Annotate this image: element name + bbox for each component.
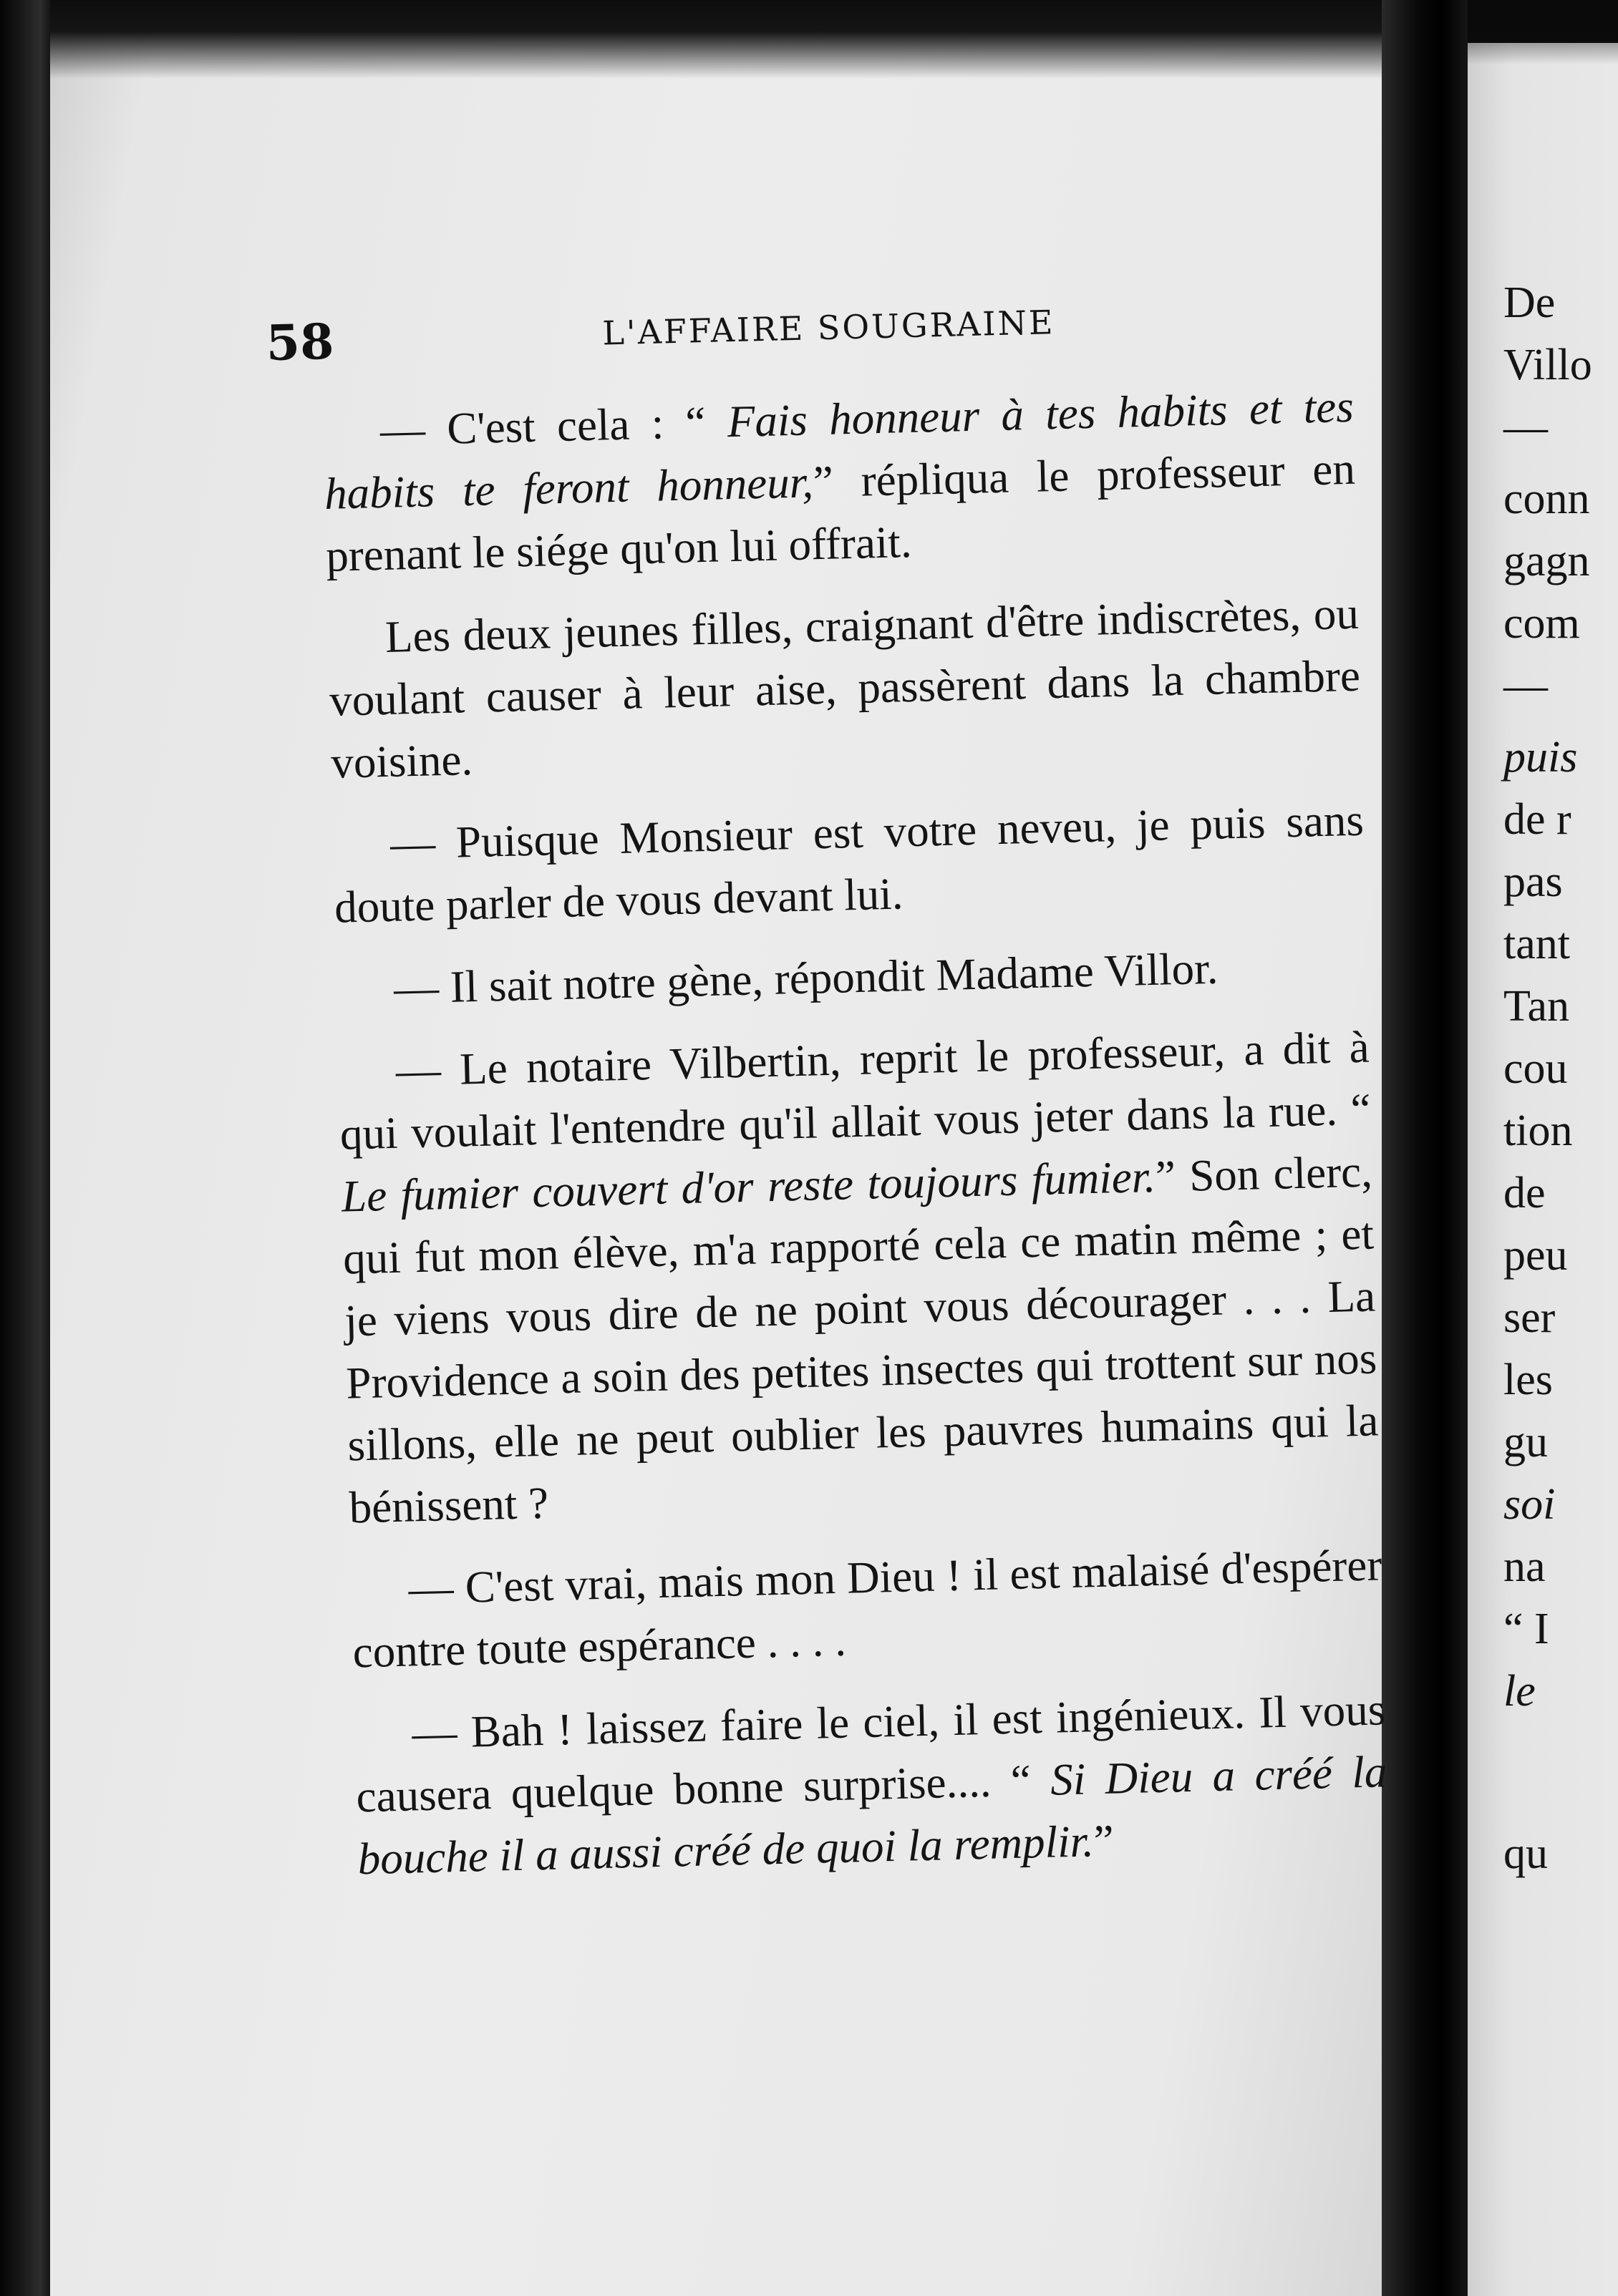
running-title: L'AFFAIRE SOUGRAINE <box>601 303 1056 353</box>
right-page-line: conn <box>1503 475 1590 523</box>
paragraph <box>322 376 1357 588</box>
right-page-line: Tan <box>1503 982 1570 1031</box>
paragraph-text: — Il sait notre gène, répondit Madame Villor. <box>393 943 1219 1013</box>
right-page-line: puis <box>1503 733 1578 782</box>
right-page-text <box>1503 272 1618 1885</box>
paragraph <box>338 1016 1381 1539</box>
right-page-line: De <box>1503 278 1556 327</box>
right-page-spacer <box>1503 1723 1618 1823</box>
paragraph-text: ” <box>1093 1815 1115 1867</box>
paragraph-text: Les deux jeunes filles, craignant d'être indiscrètes, ou voulant causer à leur aise, passèrent dans la chambre voisine. <box>329 588 1361 788</box>
body-text <box>322 376 1390 1911</box>
italic-quote: Fais honneur à tes habits et tes habits te feront honneur, <box>324 381 1355 519</box>
right-page-line: ser <box>1503 1293 1556 1342</box>
right-page-line: le <box>1503 1667 1536 1716</box>
paragraph-text: — C'est cela : “ <box>379 397 728 456</box>
right-page-line: com <box>1503 599 1580 648</box>
book-gutter <box>1382 0 1468 2296</box>
right-page-line: — <box>1503 661 1548 710</box>
paragraph <box>327 583 1362 794</box>
right-page-line: de r <box>1503 795 1571 844</box>
paragraph-text: ” Son clerc, qui fut mon élève, m'a rapporté cela ce matin même ; et je viens vous dire de ne point vous décourager . . . La Providence a soin des petites insectes qui trottent sur nos sillons, elle ne peut oublier les pauvres humains qui la bénissent ? <box>342 1146 1380 1533</box>
paragraph-text: ” répliqua le professeur en prenant le siége qu'on lui offrait. <box>325 443 1356 581</box>
italic-quote: Si Dieu a créé la bouche il a aussi créé de quoi la remplir. <box>357 1746 1388 1884</box>
right-page-line: les <box>1503 1356 1553 1404</box>
right-page-line: tion <box>1503 1106 1573 1155</box>
paragraph <box>336 934 1368 1021</box>
right-page-line: “ I <box>1503 1605 1549 1653</box>
italic-quote: Le fumier couvert d'or reste toujours fumier. <box>341 1151 1156 1222</box>
paragraph-text: — Bah ! laissez faire le ciel, il est ingénieux. Il vous causera quelque bonne surprise.... “ <box>355 1684 1386 1822</box>
paragraph-text: — C'est vrai, mais mon Dieu ! il est malaisé d'espérer contre toute espérance . . . . <box>352 1539 1383 1678</box>
scan-edge <box>0 0 50 2296</box>
right-page-line: soi <box>1503 1480 1556 1529</box>
right-page-top-shadow <box>1468 0 1618 64</box>
right-page-line: peu <box>1503 1231 1568 1280</box>
paragraph-text: — Le notaire Vilbertin, reprit le professeur, a dit à qui voulait l'entendre qu'il allait vous jeter dans la rue. “ <box>339 1021 1372 1159</box>
right-page-line: Villo <box>1503 341 1592 389</box>
right-page-line: qu <box>1503 1829 1548 1878</box>
paragraph <box>332 789 1366 939</box>
right-page-line: tant <box>1503 920 1570 968</box>
right-page-line: na <box>1503 1542 1546 1591</box>
paragraph-text: — Puisque Monsieur est votre neveu, je puis sans doute parler de vous devant lui. <box>334 794 1365 933</box>
right-page-line: gu <box>1503 1418 1548 1466</box>
paragraph <box>354 1678 1389 1890</box>
page-number: 58 <box>265 313 335 372</box>
right-page-line: cou <box>1503 1044 1568 1093</box>
right-page-line: de <box>1503 1169 1546 1217</box>
page-top-shadow <box>50 0 1382 79</box>
right-page-line: gagn <box>1503 537 1590 585</box>
paragraph <box>351 1534 1385 1683</box>
right-page-line: pas <box>1503 857 1563 906</box>
right-page-line: — <box>1503 403 1548 452</box>
